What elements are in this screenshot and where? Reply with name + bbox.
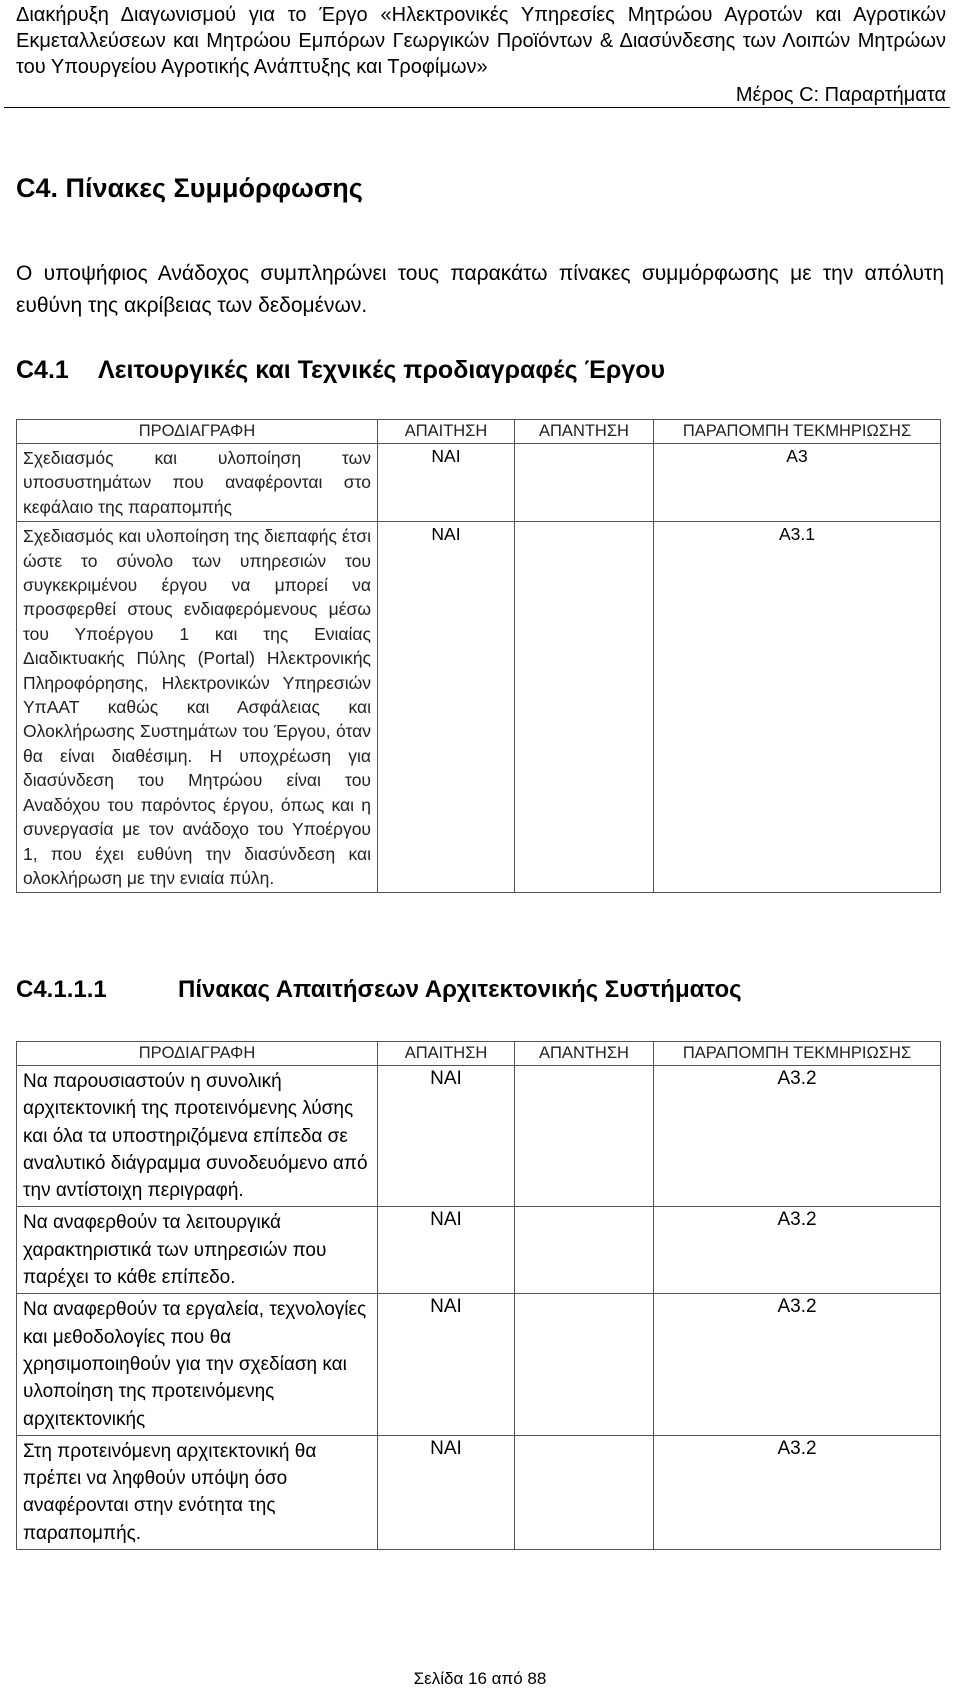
header-reference: ΠΑΡΑΠΟΜΠΗ ΤΕΚΜΗΡΙΩΣΗΣ	[654, 1042, 941, 1066]
table-row	[17, 1066, 941, 1207]
cell-reference: Α3.2	[654, 1066, 941, 1207]
cell-requirement: ΝΑΙ	[378, 1207, 515, 1294]
subsubsection-heading	[16, 976, 742, 1004]
cell-requirement: ΝΑΙ	[378, 1066, 515, 1207]
cell-reference: Α3.1	[654, 522, 941, 893]
table-row	[17, 1294, 941, 1435]
cell-requirement: ΝΑΙ	[378, 444, 515, 522]
header-requirement: ΑΠΑΙΤΗΣΗ	[378, 1042, 515, 1066]
section-title: C4. Πίνακες Συμμόρφωσης	[16, 173, 363, 203]
header-part: Μέρος C: Παραρτήματα	[735, 84, 946, 106]
header-answer: ΑΠΑΝΤΗΣΗ	[515, 420, 654, 444]
cell-spec: Στη προτεινόμενη αρχιτεκτονική θα πρέπει να ληφθούν υπόψη όσο αναφέρονται στην ενότητα της παραπομπής.	[17, 1435, 378, 1549]
cell-reference: Α3	[654, 444, 941, 522]
compliance-table-architecture	[16, 1041, 941, 1550]
cell-answer[interactable]	[515, 1207, 654, 1294]
cell-requirement: ΝΑΙ	[378, 1435, 515, 1549]
cell-spec: Σχεδιασμός και υλοποίηση των υποσυστημάτων που αναφέρονται στο κεφάλαιο της παραπομπής	[17, 444, 378, 522]
table-row	[17, 444, 941, 522]
cell-spec: Σχεδιασμός και υλοποίηση της διεπαφής έτσι ώστε το σύνολο των υπηρεσιών του συγκεκριμένου έργου να μπορεί να προσφερθεί στους ενδιαφερόμενους μέσω του Υποέργου 1 και της Ενιαίας Διαδικτυακής Πύλης (Portal) Ηλεκτρονικής Πληροφόρησης, Ηλεκτρονικών Υπηρεσιών ΥπΑΑΤ καθώς και Ασφάλειας και Ολοκλήρωσης Συστημάτων του Έργου, όταν θα είναι διαθέσιμη. Η υποχρέωση για διασύνδεση του Μητρώου είναι του Αναδόχου του παρόντος έργου, όπως και η συνεργασία με τον ανάδοχο του Υποέργου 1, που έχει ευθύνη την διασύνδεση και ολοκλήρωση με την ενιαία πύλη.	[17, 522, 378, 893]
document-header	[16, 2, 946, 108]
subsection-title: Λειτουργικές και Τεχνικές προδιαγραφές Έργου	[98, 356, 666, 384]
cell-spec: Να παρουσιαστούν η συνολική αρχιτεκτονική της προτεινόμενης λύσης και όλα τα υποστηριζόμενα επίπεδα σε αναλυτικό διάγραμμα συνοδευόμενο από την αντίστοιχη περιγραφή.	[17, 1066, 378, 1207]
header-spec: ΠΡΟΔΙΑΓΡΑΦΗ	[17, 420, 378, 444]
header-divider	[4, 107, 950, 108]
cell-reference: Α3.2	[654, 1435, 941, 1549]
cell-answer[interactable]	[515, 522, 654, 893]
page-number: Σελίδα 16 από 88	[413, 1669, 547, 1688]
table-header-row	[17, 1042, 941, 1066]
compliance-table-specs	[16, 419, 941, 893]
header-answer: ΑΠΑΝΤΗΣΗ	[515, 1042, 654, 1066]
cell-answer[interactable]	[515, 1435, 654, 1549]
header-reference: ΠΑΡΑΠΟΜΠΗ ΤΕΚΜΗΡΙΩΣΗΣ	[654, 420, 941, 444]
section-intro: Ο υποψήφιος Ανάδοχος συμπληρώνει τους παρακάτω πίνακες συμμόρφωσης με την απόλυτη ευθύνη της ακρίβειας των δεδομένων.	[16, 262, 944, 317]
cell-requirement: ΝΑΙ	[378, 522, 515, 893]
table-row	[17, 522, 941, 893]
cell-answer[interactable]	[515, 1066, 654, 1207]
cell-requirement: ΝΑΙ	[378, 1294, 515, 1435]
table-header-row	[17, 420, 941, 444]
table-row	[17, 1435, 941, 1549]
header-spec: ΠΡΟΔΙΑΓΡΑΦΗ	[17, 1042, 378, 1066]
cell-reference: Α3.2	[654, 1207, 941, 1294]
cell-answer[interactable]	[515, 444, 654, 522]
cell-spec: Να αναφερθούν τα λειτουργικά χαρακτηριστικά των υπηρεσιών που παρέχει το κάθε επίπεδο.	[17, 1207, 378, 1294]
header-title: Διακήρυξη Διαγωνισμού για το Έργο «Ηλεκτρονικές Υπηρεσίες Μητρώου Αγροτών και Αγροτικών Εκμεταλλεύσεων και Μητρώου Εμπόρων Γεωργικών Προϊόντων & Διασύνδεσης των Λοιπών Μητρώων του Υπουργείου Αγροτικής Ανάπτυξης και Τροφίμων»	[16, 4, 946, 78]
subsection-heading	[16, 356, 665, 385]
cell-answer[interactable]	[515, 1294, 654, 1435]
cell-spec: Να αναφερθούν τα εργαλεία, τεχνολογίες και μεθοδολογίες που θα χρησιμοποιηθούν για την σχεδίαση και υλοποίηση της προτεινόμενης αρχιτεκτονικής	[17, 1294, 378, 1435]
table-row	[17, 1207, 941, 1294]
subsection-number: C4.1	[16, 356, 69, 384]
subsubsection-number: C4.1.1.1	[16, 976, 107, 1003]
header-requirement: ΑΠΑΙΤΗΣΗ	[378, 420, 515, 444]
cell-reference: Α3.2	[654, 1294, 941, 1435]
subsubsection-title: Πίνακας Απαιτήσεων Αρχιτεκτονικής Συστήματος	[178, 976, 742, 1003]
